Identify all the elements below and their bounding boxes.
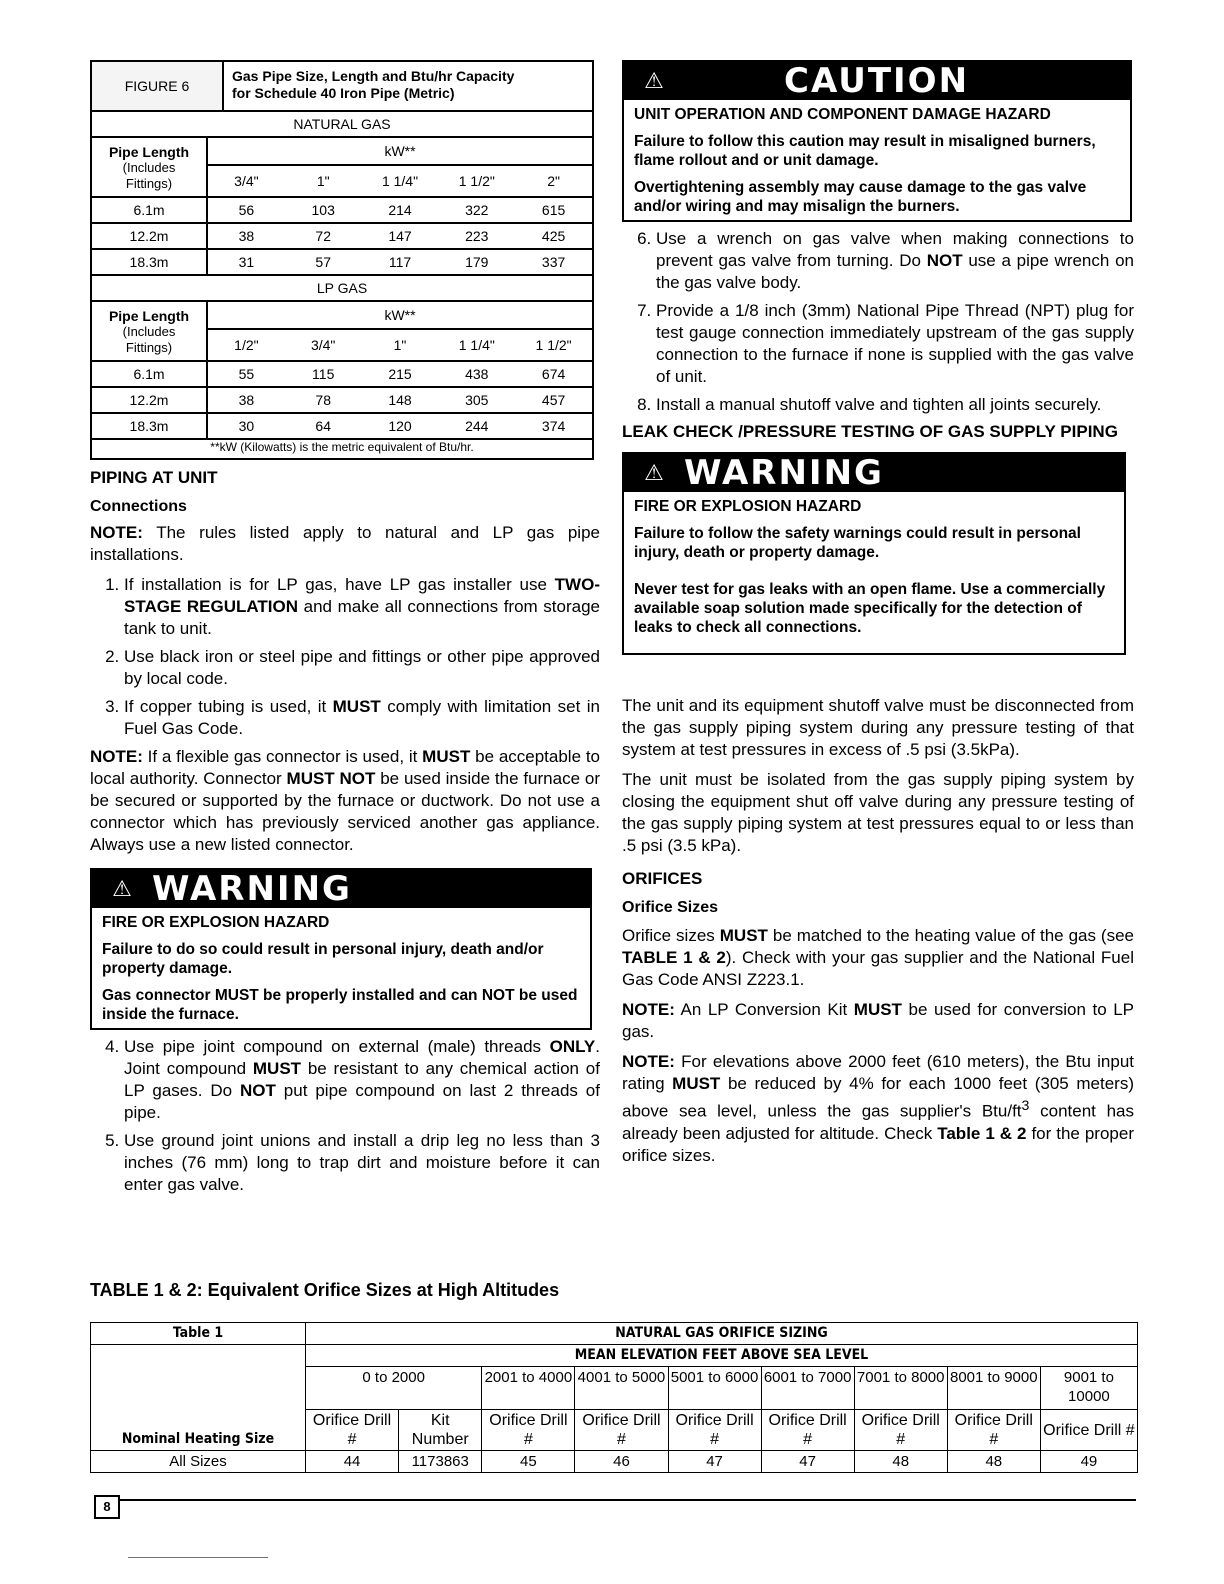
elevation-range: 5001 to 6000: [668, 1367, 761, 1410]
capacity-cell: 674: [541, 366, 566, 382]
column-header: Orifice Drill #: [1040, 1410, 1137, 1451]
pipe-length-cell: 6.1m: [92, 198, 208, 222]
leak-check-heading: LEAK CHECK /PRESSURE TESTING OF GAS SUPPLY PIPING: [622, 422, 1118, 441]
orifice-value: 47: [761, 1451, 854, 1473]
capacity-cell: 57: [315, 254, 331, 270]
pipe-size-header: 1/2": [234, 337, 259, 353]
warning-text: Never test for gas leaks with an open flame. Use a commercially available soap solution made specifically for the detection of leaks to check all connections.: [634, 581, 1106, 636]
elevation-range: 2001 to 4000: [482, 1367, 575, 1410]
caution-box: [622, 60, 1132, 222]
capacity-cell: 457: [541, 392, 566, 408]
elevation-range: 6001 to 7000: [761, 1367, 854, 1410]
pipe-length-cell: 12.2m: [92, 388, 208, 412]
capacity-cell: 147: [388, 228, 412, 244]
lp-gas-heading: LP GAS: [92, 276, 592, 302]
table-title: NATURAL GAS ORIFICE SIZING: [306, 1323, 1138, 1345]
orifices-heading: ORIFICES: [622, 869, 703, 888]
caution-word: CAUTION: [784, 61, 970, 101]
table-label: Table 1: [91, 1323, 306, 1345]
figure-label: FIGURE 6: [92, 62, 224, 110]
capacity-cell: 305: [465, 392, 489, 408]
figure-title-line2: for Schedule 40 Iron Pipe (Metric): [232, 85, 455, 101]
orifice-value: 49: [1040, 1451, 1137, 1473]
pipe-size-header: 1 1/4": [381, 173, 419, 189]
column-header: Orifice Drill #: [668, 1410, 761, 1451]
orifice-value: 47: [668, 1451, 761, 1473]
warning-text: Failure to do so could result in personal injury, death and/or property damage.: [102, 941, 544, 977]
orifice-value: 48: [854, 1451, 947, 1473]
capacity-cell: 244: [465, 418, 489, 434]
page-number: 8: [94, 1495, 120, 1519]
pipe-length-cell: 12.2m: [92, 224, 208, 248]
capacity-cell: 38: [238, 228, 255, 244]
scan-mark: [128, 1557, 268, 1558]
list-item: 6. Use a wrench on gas valve when making connections to prevent gas valve from turning. Do NOT use a pipe wrench on the gas valve body.: [656, 228, 1134, 294]
warning-box: [90, 868, 592, 1030]
capacity-cell: 103: [311, 202, 335, 218]
capacity-cell: 56: [238, 202, 255, 218]
column-header: Orifice Drill #: [482, 1410, 575, 1451]
pipe-length-label: Pipe Length: [108, 144, 190, 160]
table-1-heading: TABLE 1 & 2: Equivalent Orifice Sizes at High Altitudes: [90, 1280, 560, 1300]
elevation-range: 0 to 2000: [306, 1367, 482, 1410]
list-item: 1. If installation is for LP gas, have LP gas installer use TWO-STAGE REGULATION and make all connections from storage tank to unit.: [124, 574, 600, 640]
elevation-range: 4001 to 5000: [575, 1367, 668, 1410]
capacity-cell: 31: [238, 254, 255, 270]
note-paragraph: NOTE: If a flexible gas connector is used, it MUST be acceptable to local authority. Connector MUST NOT be used inside the furnace or be secured or supported by the furnace or ductwork. Do not use a connector which has previously serviced another gas appliance. Always use a new listed connector.: [90, 747, 600, 854]
pipe-size-header: 3/4": [234, 173, 259, 189]
connections-heading: Connections: [90, 498, 187, 515]
capacity-cell: 64: [315, 418, 331, 434]
elevation-range: 9001 to 10000: [1040, 1367, 1137, 1410]
hazard-title: FIRE OR EXPLOSION HAZARD: [634, 498, 862, 515]
capacity-cell: 223: [465, 228, 489, 244]
elevation-range: 8001 to 9000: [947, 1367, 1040, 1410]
capacity-cell: 55: [238, 366, 255, 382]
footer-rule: [118, 1499, 1136, 1501]
list-item: 3. If copper tubing is used, it MUST comply with limitation set in Fuel Gas Code.: [124, 696, 600, 740]
elevation-range: 7001 to 8000: [854, 1367, 947, 1410]
orifice-table: [90, 1322, 1138, 1473]
pipe-size-header: 1": [316, 173, 330, 189]
table-row: [92, 362, 592, 388]
orifice-value: 45: [482, 1451, 575, 1473]
figure-6-table: [90, 60, 594, 460]
orifice-value: 1173863: [399, 1451, 482, 1473]
list-item: 5. Use ground joint unions and install a drip leg no less than 3 inches (76 mm) long to trap dirt and moisture before it can enter gas valve.: [124, 1130, 600, 1196]
fittings-label: Fittings): [125, 340, 173, 355]
capacity-cell: 438: [465, 366, 489, 382]
pipe-length-cell: 18.3m: [92, 414, 208, 438]
capacity-cell: 215: [388, 366, 412, 382]
capacity-cell: 337: [541, 254, 566, 270]
note-paragraph: NOTE: For elevations above 2000 feet (610 meters), the Btu input rating MUST be reduced by 4% for each 1000 feet (305 meters) above sea level, unless the gas supplier's Btu/$ft^3$ content has already been adjusted for altitude. Check Table 1 & 2 for the proper orifice sizes.: [622, 1052, 1134, 1165]
capacity-cell: 148: [388, 392, 412, 408]
orifice-value: 44: [306, 1451, 399, 1473]
column-header: Orifice Drill #: [306, 1410, 399, 1451]
capacity-cell: 120: [388, 418, 412, 434]
table-row: [92, 250, 592, 276]
orifice-value: 48: [947, 1451, 1040, 1473]
pipe-size-header: 1 1/2": [535, 337, 572, 353]
row-label: All Sizes: [91, 1451, 306, 1473]
caution-text: Overtightening assembly may cause damage to the gas valve and/or wiring and may misalign the burners.: [634, 179, 1087, 215]
table-subtitle: MEAN ELEVATION FEET ABOVE SEA LEVEL: [306, 1345, 1138, 1367]
includes-label: (Includes: [122, 324, 176, 339]
figure-title-line1: Gas Pipe Size, Length and Btu/hr Capacity: [232, 68, 515, 84]
column-header: Orifice Drill #: [854, 1410, 947, 1451]
left-column: [90, 60, 600, 1202]
list-item: 4. Use pipe joint compound on external (male) threads ONLY. Joint compound MUST be resistant to any chemical action of LP gases. Do NOT put pipe compound on last 2 threads of pipe.: [124, 1036, 600, 1124]
warning-word: WARNING: [152, 869, 352, 909]
table-row: [92, 224, 592, 250]
hazard-title: UNIT OPERATION AND COMPONENT DAMAGE HAZARD: [634, 106, 1051, 123]
capacity-cell: 322: [465, 202, 489, 218]
natural-size-headers: [208, 166, 592, 196]
nominal-heating-size: Nominal Heating Size: [91, 1345, 306, 1451]
caution-text: Failure to follow this caution may result in misaligned burners, flame rollout and or unit damage.: [634, 133, 1096, 169]
warning-word: WARNING: [684, 453, 884, 493]
lp-size-headers: [208, 330, 592, 360]
capacity-cell: 30: [238, 418, 255, 434]
note-paragraph: NOTE: An LP Conversion Kit MUST be used for conversion to LP gas.: [622, 1000, 1134, 1041]
pipe-size-header: 1 1/4": [458, 337, 495, 353]
kw-label: kW**: [208, 302, 592, 330]
caution-triangle-icon: ⚠: [644, 68, 664, 93]
capacity-cell: 72: [315, 228, 331, 244]
pipe-size-header: 2": [547, 173, 560, 189]
note-paragraph: NOTE: The rules listed apply to natural and LP gas pipe installations.: [90, 523, 600, 564]
column-header: Orifice Drill #: [761, 1410, 854, 1451]
capacity-cell: 425: [541, 228, 566, 244]
pipe-length-label: Pipe Length: [108, 308, 190, 324]
pipe-size-header: 1 1/2": [458, 173, 495, 189]
capacity-cell: 374: [541, 418, 566, 434]
capacity-cell: 78: [315, 392, 331, 408]
list-item: 2. Use black iron or steel pipe and fittings or other pipe approved by local code.: [124, 646, 600, 690]
column-header: Orifice Drill #: [575, 1410, 668, 1451]
body-paragraph: The unit and its equipment shutoff valve must be disconnected from the gas supply piping system during any pressure testing of that system at test pressures in excess of .5 psi (3.5kPa).: [622, 696, 1134, 759]
warning-triangle-icon: ⚠: [112, 876, 132, 901]
kw-label: kW**: [208, 138, 592, 166]
warning-box: [622, 452, 1126, 655]
natural-gas-heading: NATURAL GAS: [92, 112, 592, 138]
table-row: [92, 414, 592, 440]
table-row: [92, 388, 592, 414]
capacity-cell: 615: [541, 202, 566, 218]
pipe-length-cell: 6.1m: [92, 362, 208, 386]
warning-text: Failure to follow the safety warnings could result in personal injury, death or property damage.: [634, 525, 1081, 561]
piping-at-unit-heading: PIPING AT UNIT: [90, 468, 218, 487]
column-header: Orifice Drill #: [947, 1410, 1040, 1451]
column-header: Kit Number: [399, 1410, 482, 1451]
capacity-cell: 179: [465, 254, 489, 270]
orifice-sizes-heading: Orifice Sizes: [622, 899, 719, 916]
capacity-cell: 38: [238, 392, 255, 408]
capacity-cell: 115: [312, 366, 335, 382]
list-item: 7. Provide a 1/8 inch (3mm) National Pipe Thread (NPT) plug for test gauge connection immediately upstream of the gas supply connection to the furnace if none is supplied with the gas valve of unit.: [656, 300, 1134, 388]
body-paragraph: The unit must be isolated from the gas supply piping system by closing the equipment shut off valve during any pressure testing of the gas supply piping system at test pressures equal to or less than .5 psi (3.5 kPa).: [622, 770, 1134, 855]
fittings-label: Fittings): [125, 176, 173, 191]
orifice-value: 46: [575, 1451, 668, 1473]
pipe-size-header: 3/4": [310, 337, 336, 353]
right-column: [622, 60, 1134, 1167]
table-row: [92, 198, 592, 224]
pipe-length-cell: 18.3m: [92, 250, 208, 274]
list-item: 8. Install a manual shutoff valve and tighten all joints securely.: [656, 394, 1134, 416]
capacity-cell: 214: [388, 202, 412, 218]
body-paragraph: Orifice sizes MUST be matched to the heating value of the gas (see TABLE 1 & 2). Check with your gas supplier and the National Fuel Gas Code ANSI Z223.1.: [622, 926, 1135, 989]
capacity-cell: 117: [388, 254, 412, 270]
warning-text: Gas connector MUST be properly installed and can NOT be used inside the furnace.: [102, 987, 578, 1023]
warning-triangle-icon: ⚠: [644, 460, 664, 485]
includes-label: (Includes: [122, 160, 176, 175]
figure-footnote: **kW (Kilowatts) is the metric equivalent of Btu/hr.: [210, 440, 474, 454]
pipe-size-header: 1": [393, 337, 407, 353]
hazard-title: FIRE OR EXPLOSION HAZARD: [102, 914, 330, 931]
